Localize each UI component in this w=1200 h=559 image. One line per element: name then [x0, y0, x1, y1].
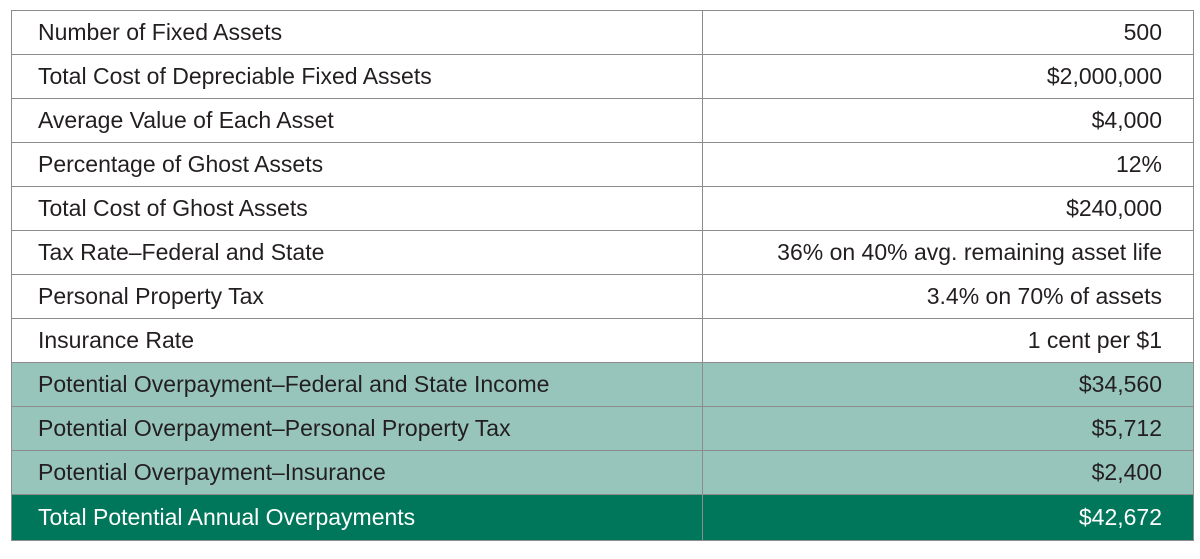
- table-row-number-of-fixed-assets: [12, 11, 1194, 55]
- row-label: Personal Property Tax: [12, 275, 703, 319]
- ghost-assets-table-container: [11, 10, 1193, 541]
- table-row-average-value: [12, 99, 1194, 143]
- row-label: Potential Overpayment–Insurance: [12, 451, 703, 495]
- row-value: 1 cent per $1: [703, 319, 1194, 363]
- row-label: Percentage of Ghost Assets: [12, 143, 703, 187]
- row-label: Total Cost of Depreciable Fixed Assets: [12, 55, 703, 99]
- row-value: $2,000,000: [703, 55, 1194, 99]
- table-row-total-cost-depreciable: [12, 55, 1194, 99]
- ghost-assets-table: [11, 10, 1194, 541]
- row-label: Potential Overpayment–Federal and State Income: [12, 363, 703, 407]
- row-value: $2,400: [703, 451, 1194, 495]
- row-value: 3.4% on 70% of assets: [703, 275, 1194, 319]
- table-row-personal-property-tax: [12, 275, 1194, 319]
- total-label: Total Potential Annual Overpayments: [12, 495, 703, 541]
- table-row-total-overpayments: [12, 495, 1194, 541]
- row-label: Number of Fixed Assets: [12, 11, 703, 55]
- table-row-overpayment-property-tax: [12, 407, 1194, 451]
- row-label: Average Value of Each Asset: [12, 99, 703, 143]
- row-label: Tax Rate–Federal and State: [12, 231, 703, 275]
- row-label: Insurance Rate: [12, 319, 703, 363]
- table-row-percentage-ghost-assets: [12, 143, 1194, 187]
- row-value: 36% on 40% avg. remaining asset life: [703, 231, 1194, 275]
- row-label: Total Cost of Ghost Assets: [12, 187, 703, 231]
- row-value: 500: [703, 11, 1194, 55]
- table-row-insurance-rate: [12, 319, 1194, 363]
- row-value: $34,560: [703, 363, 1194, 407]
- row-value: 12%: [703, 143, 1194, 187]
- table-row-tax-rate: [12, 231, 1194, 275]
- table-row-overpayment-income: [12, 363, 1194, 407]
- row-value: $5,712: [703, 407, 1194, 451]
- table-row-total-cost-ghost-assets: [12, 187, 1194, 231]
- total-value: $42,672: [703, 495, 1194, 541]
- row-value: $240,000: [703, 187, 1194, 231]
- row-value: $4,000: [703, 99, 1194, 143]
- table-row-overpayment-insurance: [12, 451, 1194, 495]
- row-label: Potential Overpayment–Personal Property Tax: [12, 407, 703, 451]
